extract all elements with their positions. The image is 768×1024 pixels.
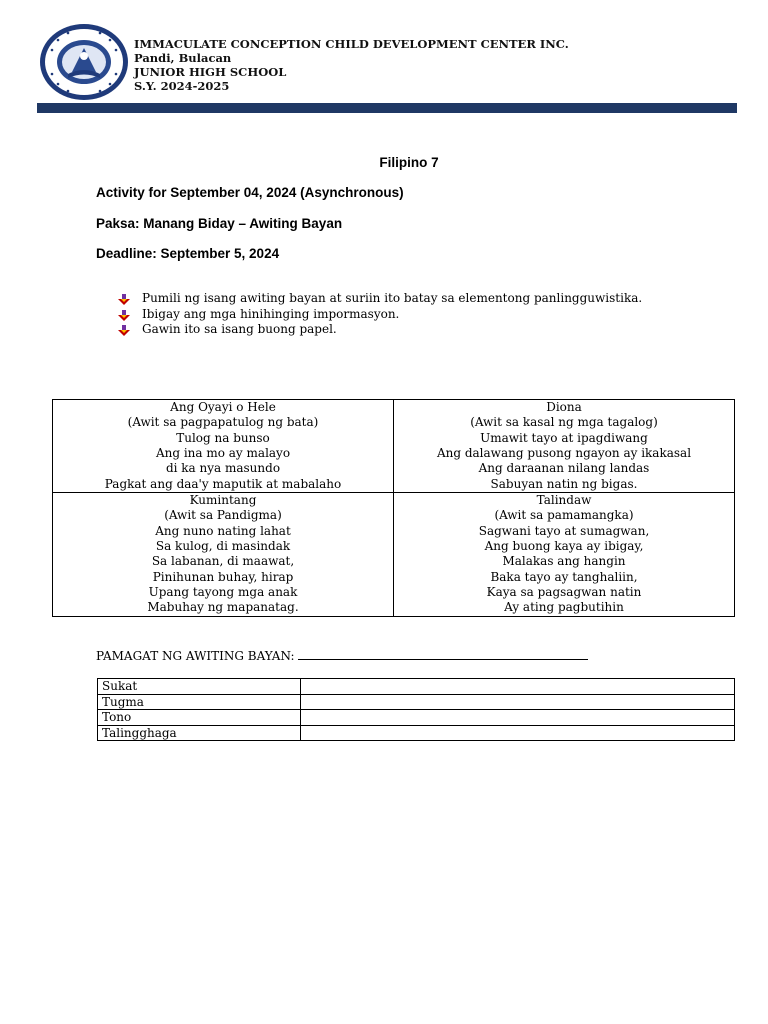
song-line: (Awit sa kasal ng mga tagalog) [470, 415, 658, 430]
school-header [134, 37, 569, 93]
school-location: Pandi, Bulacan [134, 51, 232, 65]
table-row [98, 694, 735, 710]
table-row [53, 400, 735, 493]
instruction-text: Ibigay ang mga hinihinging impormasyon. [142, 306, 400, 321]
analysis-table [97, 678, 735, 741]
instruction-item [118, 307, 642, 323]
song-line: Pinihunan buhay, hirap [152, 569, 294, 584]
analysis-answer-cell[interactable] [301, 710, 735, 726]
song-line: (Awit sa pamamangka) [494, 508, 634, 523]
song-cell-talindaw [394, 493, 735, 617]
instruction-text: Pumili ng isang awiting bayan at suriin ito batay sa elementong panlingguwistika. [142, 291, 643, 305]
song-line: Ang nuno nating lahat [155, 523, 291, 538]
song-title: Diona [546, 400, 582, 414]
song-cell-oyayi [53, 400, 394, 493]
song-line: di ka nya masundo [165, 461, 281, 476]
analysis-answer-cell[interactable] [301, 725, 735, 741]
analysis-label: Sukat [98, 679, 301, 695]
song-title-label: PAMAGAT NG AWITING BAYAN: [96, 649, 295, 663]
song-line: Baka tayo ay tanghaliin, [490, 569, 638, 584]
song-line: Upang tayong mga anak [148, 585, 298, 600]
song-line: Pagkat ang daa'y maputik at mabalaho [104, 476, 342, 491]
arrow-bullet-icon [118, 310, 130, 321]
school-year: S.Y. 2024-2025 [134, 79, 230, 93]
song-line: Ang daraanan nilang landas [478, 461, 650, 476]
song-line: Ang buong kaya ay ibigay, [484, 539, 644, 554]
song-line: (Awit sa pagpapatulog ng bata) [127, 415, 319, 430]
song-line: Sabuyan natin ng bigas. [490, 476, 638, 491]
instruction-list [118, 291, 642, 338]
song-line: Ay ating pagbutihin [504, 600, 624, 615]
activity-line: Activity for September 04, 2024 (Asynchronous) [96, 185, 404, 200]
song-line: Umawit tayo at ipagdiwang [480, 430, 648, 445]
school-department: JUNIOR HIGH SCHOOL [134, 65, 287, 79]
song-line: Mabuhay ng mapanatag. [147, 600, 299, 615]
song-title: Ang Oyayi o Hele [170, 400, 276, 414]
instruction-item [118, 291, 642, 307]
instruction-item [118, 322, 642, 338]
analysis-label: Tono [98, 710, 301, 726]
analysis-answer-cell[interactable] [301, 694, 735, 710]
topic-line: Paksa: Manang Biday – Awiting Bayan [96, 216, 343, 231]
song-line: (Awit sa Pandigma) [164, 508, 282, 523]
song-line: Sa kulog, di masindak [155, 539, 291, 554]
song-line: Sa labanan, di maawat, [151, 554, 295, 569]
song-title-prompt [96, 647, 588, 663]
subject-title: Filipino 7 [379, 155, 439, 170]
song-line: Kaya sa pagsagwan natin [486, 585, 642, 600]
song-title-blank[interactable] [298, 647, 588, 660]
deadline-line: Deadline: September 5, 2024 [96, 246, 280, 261]
school-logo [38, 22, 130, 102]
song-line: Malakas ang hangin [502, 554, 626, 569]
song-line: Tulog na bunso [176, 430, 270, 445]
song-line: Ang dalawang pusong ngayon ay ikakasal [436, 446, 692, 461]
song-cell-diona [394, 400, 735, 493]
folk-songs-table [52, 399, 735, 617]
table-row [98, 679, 735, 695]
song-cell-kumintang [53, 493, 394, 617]
table-row [53, 493, 735, 617]
instruction-text: Gawin ito sa isang buong papel. [142, 322, 337, 336]
song-line: Sagwani tayo at sumagwan, [478, 523, 650, 538]
song-title: Talindaw [536, 493, 592, 508]
song-title: Kumintang [189, 493, 257, 508]
arrow-bullet-icon [118, 325, 130, 336]
table-row [98, 710, 735, 726]
song-line: Ang ina mo ay malayo [155, 446, 291, 461]
header-rule [37, 103, 737, 113]
school-name: IMMACULATE CONCEPTION CHILD DEVELOPMENT CENTER INC. [134, 37, 569, 51]
arrow-bullet-icon [118, 294, 130, 305]
table-row [98, 725, 735, 741]
analysis-label: Tugma [98, 694, 301, 710]
analysis-answer-cell[interactable] [301, 679, 735, 695]
analysis-label: Talingghaga [98, 725, 301, 741]
